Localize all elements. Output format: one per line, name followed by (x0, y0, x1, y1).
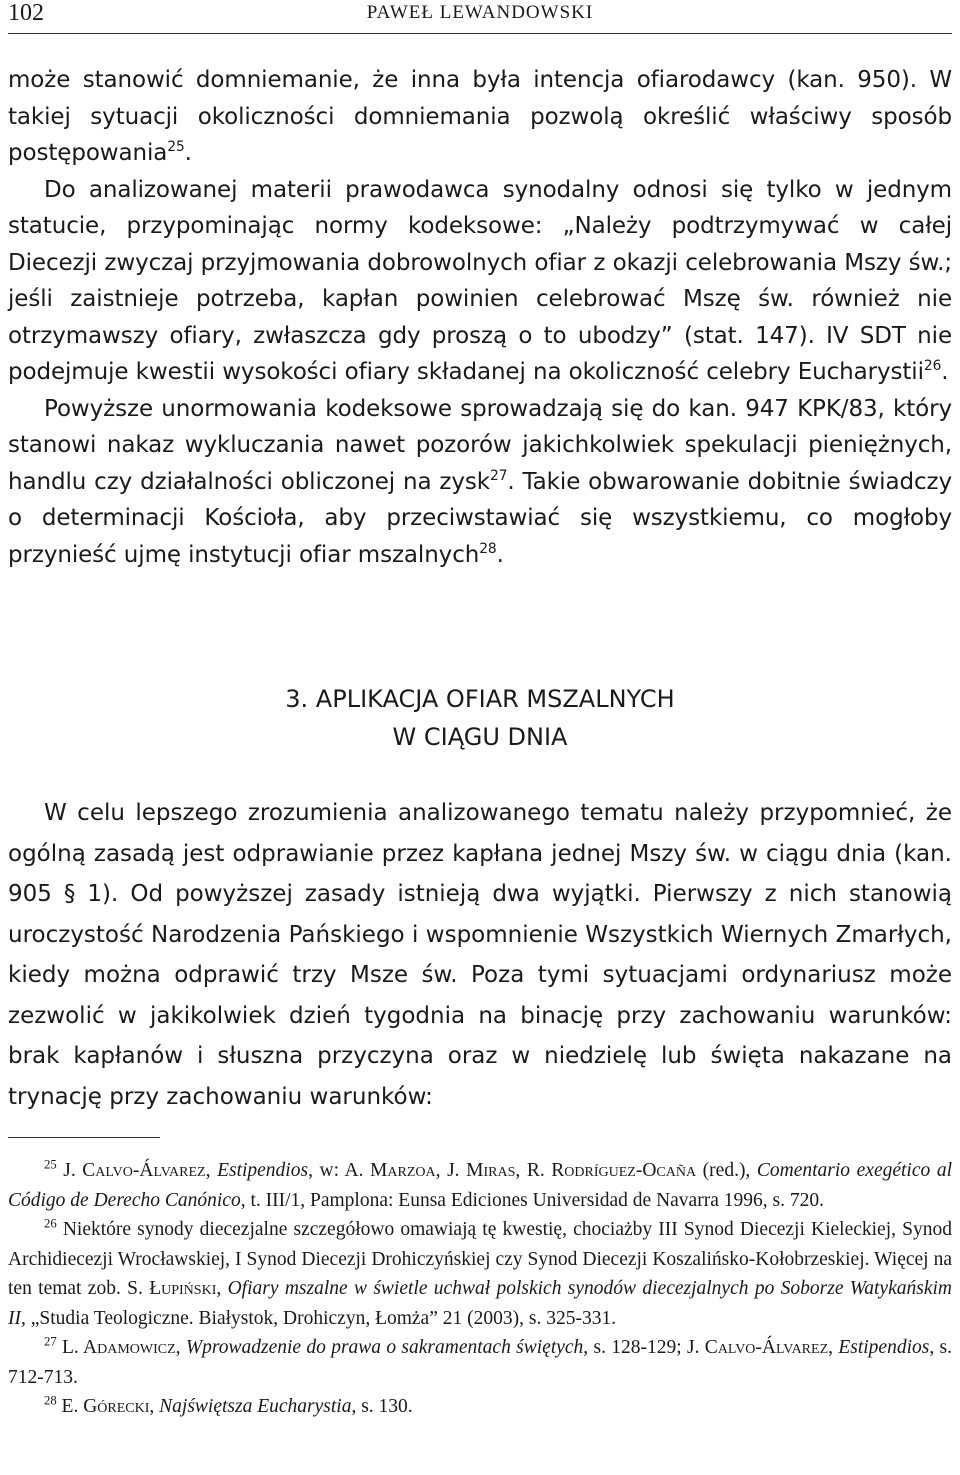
section-body (8, 793, 952, 1117)
footnote-ref-26[interactable]: 26 (923, 358, 942, 375)
footnotes (8, 1156, 952, 1422)
section-paragraph-1: W celu lepszego zrozumienia analizowanego tematu należy przypomnieć, że ogólną zasadą jest odprawianie przez kapłana jednej Mszy św. w ciągu dnia (kan. 905 § 1). Od powyższej zasady istnieją dwa wyjątki. Pierwszy z nich stanowią uroczystość Narodzenia Pańskiego i wspomnienie Wszystkich Wiernych Zmarłych, kiedy można odprawić trzy Msze św. Poza tymi sytuacjami ordynariusz może zezwolić w jakikolwiek dzień tygodnia na binację przy zachowaniu warunków: brak kapłanów i słuszna przyczyna oraz w niedzielę lub święta nakazane na trynację przy zachowaniu warunków: (8, 800, 952, 1110)
footnote-ref-28[interactable]: 28 (479, 540, 497, 557)
page-number: 102 (8, 0, 44, 26)
paragraph-3: Powyższe unormowania kodeksowe sprowadzają się do kan. 947 KPK/83, który stanowi nakaz wykluczania nawet pozorów jakichkolwiek spekulacji pieniężnych, handlu czy działalności obliczonej na zysk$^{27}$. Takie obwarowanie dobitnie świadczy o determinacji Kościoła, aby przeciwstawiać się wszystkiemu, co mogłoby przynieść ujmę instytucji ofiar mszalnych$^{28}$. (8, 395, 952, 568)
page-header (8, 0, 952, 28)
footnote-rule (8, 1137, 160, 1138)
section-heading-line-1: 3. APLIKACJA OFIAR MSZALNYCH (285, 685, 675, 713)
footnote-25: $^{25}$ J. Calvo-Álvarez, Estipendios, w: A. Marzoa, J. Miras, R. Rodríguez-Ocaña (red.), Comentario exegético al Código de Derecho Canónico, t. III/1, Pamplona: Eunsa Ediciones Universidad de Navarra 1996, s. 720. (8, 1157, 952, 1211)
running-head: PAWEŁ LEWANDOWSKI (366, 2, 594, 23)
footnote-28: $^{28}$ E. Górecki, Najświętsza Eucharystia, s. 130. (44, 1393, 413, 1417)
body-text (8, 62, 952, 573)
footnote-ref-27[interactable]: 27 (490, 467, 508, 484)
footnote-ref-25[interactable]: 25 (167, 139, 185, 156)
footnote-27: $^{27}$ L. Adamowicz, Wprowadzenie do prawa o sakramentach świętych, s. 128-129; J. Calvo-Álvarez, Estipendios, s. 712-713. (8, 1334, 952, 1388)
section-heading-line-2: W CIĄGU DNIA (392, 723, 568, 751)
footnote-26: $^{26}$ Niektóre synody diecezjalne szczegółowo omawiają tę kwestię, chociażby III Synod Diecezji Kieleckiej, Synod Archidiecezji Wrocławskiej, I Synod Diecezji Drohiczyńskiej czy Synod Diecezji Koszalińsko-Kołobrzeskiej. Więcej na ten temat zob. S. Łupiński, Ofiary mszalne w świetle uchwał polskich synodów diecezjalnych po Soborze Watykańskim II, „Studia Teologiczne. Białystok, Drohiczyn, Łomża” 21 (2003), s. 325-331. (8, 1216, 953, 1329)
section-heading (8, 680, 952, 756)
paragraph-1: może stanowić domniemanie, że inna była intencja ofiarodawcy (kan. 950). W takiej sytuacji okoliczności domniemania pozwolą określić właściwy sposób postępowania$^{25}$. (8, 67, 952, 166)
header-rule (8, 33, 952, 34)
paragraph-2: Do analizowanej materii prawodawca synodalny odnosi się tylko w jednym statucie, przypominając normy kodeksowe: „Należy podtrzymywać w całej Diecezji zwyczaj przyjmowania dobrowolnych ofiar z okazji celebrowania Mszy św.; jeśli zaistnieje potrzeba, kapłan powinien celebrować Mszę św. również nie otrzymawszy ofiary, zwłaszcza gdy proszą o to ubodzy” (stat. 147). IV SDT nie podejmuje kwestii wysokości ofiary składanej na okoliczność celebry Eucharystii$^{26}$. (8, 176, 952, 385)
page (8, 0, 953, 1417)
